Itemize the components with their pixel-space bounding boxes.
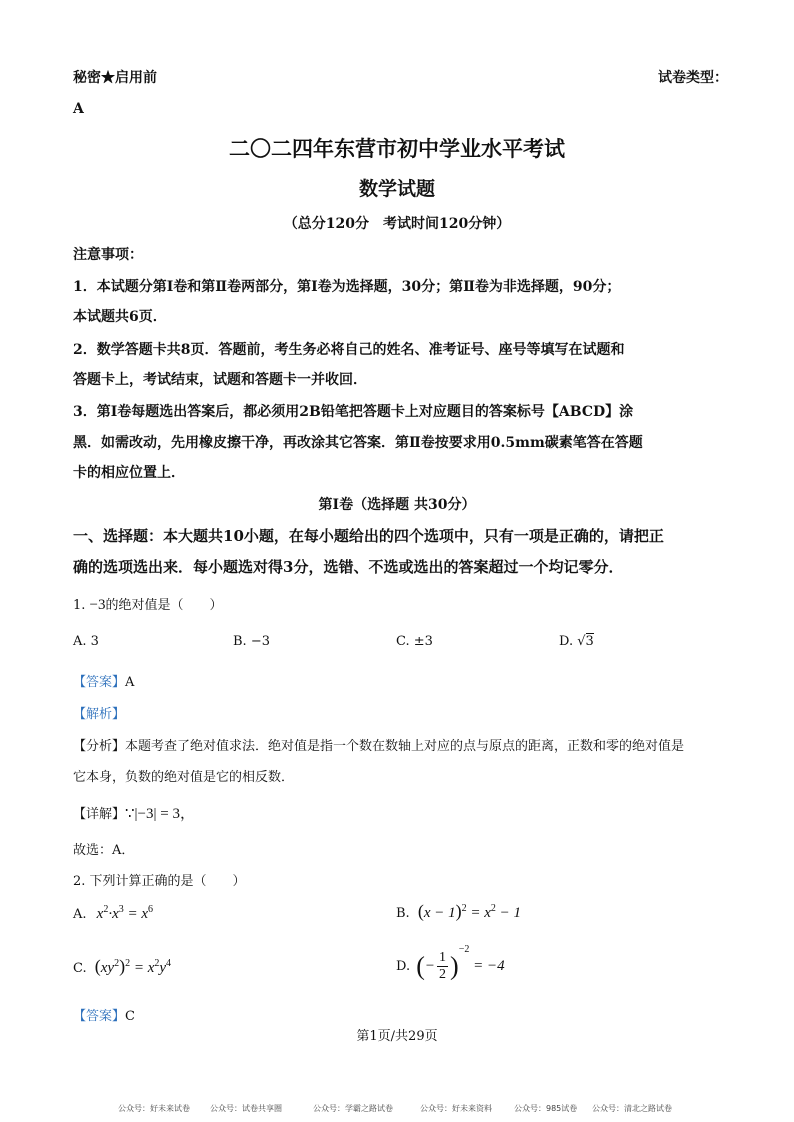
question-expression: −3 xyxy=(89,597,106,613)
question-1 xyxy=(73,594,223,614)
paper-type-label: 试卷类型： xyxy=(658,70,728,86)
bottom-note: 公众号：清北之路试卷 xyxy=(592,1104,672,1113)
notice-line: 2．数学答题卡共8页．答题前，考生务必将自己的姓名、准考证号、座号等填写在试题和 xyxy=(73,342,625,358)
score-info: （总分120分 考试时间120分钟） xyxy=(283,216,511,232)
answer-line xyxy=(73,671,134,690)
option-value: ±3 xyxy=(413,634,433,649)
bottom-note: 公众号：好未来试卷 xyxy=(118,1104,190,1113)
section-instruction: 一、选择题：本大题共10小题，在每小题给出的四个选项中，只有一项是正确的，请把正 xyxy=(73,527,664,545)
option-b xyxy=(233,634,270,649)
answer-tag: 【答案】 xyxy=(73,675,126,690)
answer-value: C xyxy=(125,1009,135,1024)
option-label: B. xyxy=(233,634,247,649)
option-a: A. 3 xyxy=(73,634,99,649)
question-text: 的绝对值是（ ） xyxy=(105,598,223,613)
option-label: B. xyxy=(396,906,410,921)
option-label: C. xyxy=(73,961,87,976)
analysis-tag: 【解析】 xyxy=(73,707,126,722)
option-label: A. xyxy=(73,907,87,922)
subject-title: 数学试题 xyxy=(358,178,435,200)
option-label: C. xyxy=(396,634,410,649)
option-d xyxy=(559,634,594,649)
bottom-note: 公众号：985试卷 xyxy=(514,1104,578,1113)
bottom-note: 公众号：好未来资料 xyxy=(420,1104,492,1113)
option-label: D. xyxy=(396,959,411,974)
option-formula: $x^2\cdot x^3 = x^6$ xyxy=(96,904,154,922)
choose-line: 故选：A． xyxy=(73,843,135,858)
fenxi-text: 本题考查了绝对值求法．绝对值是指一个数在数轴上对应的点与原点的距离，正数和零的绝对值是 xyxy=(125,739,685,754)
question-2 xyxy=(73,870,246,889)
option-value: −3 xyxy=(250,634,270,649)
option-c xyxy=(73,956,171,977)
question-number: 2. xyxy=(73,874,86,889)
exam-title: 二〇二四年东营市初中学业水平考试 xyxy=(229,136,565,161)
fenxi-tag: 【分析】 xyxy=(73,739,126,754)
option-a xyxy=(73,904,153,923)
answer-tag: 【答案】 xyxy=(73,1009,126,1024)
option-formula: $(x - 1)^2 = x^2 - 1$ xyxy=(417,901,522,921)
confidential-label: 秘密★启用前 xyxy=(73,70,157,86)
question-number: 1. xyxy=(73,598,86,613)
option-formula: (− $\frac{1}{2}$ )$^{-2}$ = −4 xyxy=(416,944,505,983)
option-c xyxy=(396,634,433,649)
option-b xyxy=(396,901,521,922)
bottom-note: 公众号：学霸之路试卷 xyxy=(313,1104,393,1113)
detail-line xyxy=(73,802,195,823)
notice-line: 本试题共6页． xyxy=(73,309,167,325)
notice-line: 3．第Ⅰ卷每题选出答案后，都必须用2B铅笔把答题卡上对应题目的答案标号【ABCD】涂 xyxy=(73,404,634,420)
notice-line: 黑．如需改动，先用橡皮擦干净，再改涂其它答案．第Ⅱ卷按要求用0.5mm碳素笔答在答题 xyxy=(73,435,643,451)
notice-line: 卡的相应位置上． xyxy=(73,465,185,481)
notice-heading: 注意事项： xyxy=(73,247,143,263)
page-number: 第1页/共29页 xyxy=(356,1029,438,1044)
analysis-line xyxy=(73,735,684,754)
notice-line: 答题卡上，考试结束，试题和答题卡一并收回． xyxy=(73,372,367,388)
option-value: 3 xyxy=(585,634,594,649)
section-instruction: 确的选项选出来．每小题选对得3分，选错、不选或选出的答案超过一个均记零分． xyxy=(73,558,624,576)
bottom-note: 公众号：试卷共享圈 xyxy=(210,1104,282,1113)
section-title: 第Ⅰ卷（选择题 共30分） xyxy=(318,497,476,513)
paper-type-letter: A xyxy=(73,101,84,117)
analysis-line: 它本身，负数的绝对值是它的相反数． xyxy=(73,770,295,785)
option-formula: $(xy^2)^2 = x^2y^4$ xyxy=(94,956,172,976)
notice-line: 1．本试题分第Ⅰ卷和第Ⅱ卷两部分，第Ⅰ卷为选择题，30分；第Ⅱ卷为非选择题，90分； xyxy=(73,279,621,295)
answer-line xyxy=(73,1005,135,1024)
detail-tag: 【详解】 xyxy=(73,807,126,822)
question-text: 下列计算正确的是（ ） xyxy=(89,874,246,889)
detail-expression: ∵|−3| = 3， xyxy=(125,806,195,822)
sqrt-symbol: √ xyxy=(577,634,586,649)
option-d xyxy=(396,944,505,983)
answer-value: A xyxy=(125,675,135,690)
option-label: D. xyxy=(559,634,574,649)
